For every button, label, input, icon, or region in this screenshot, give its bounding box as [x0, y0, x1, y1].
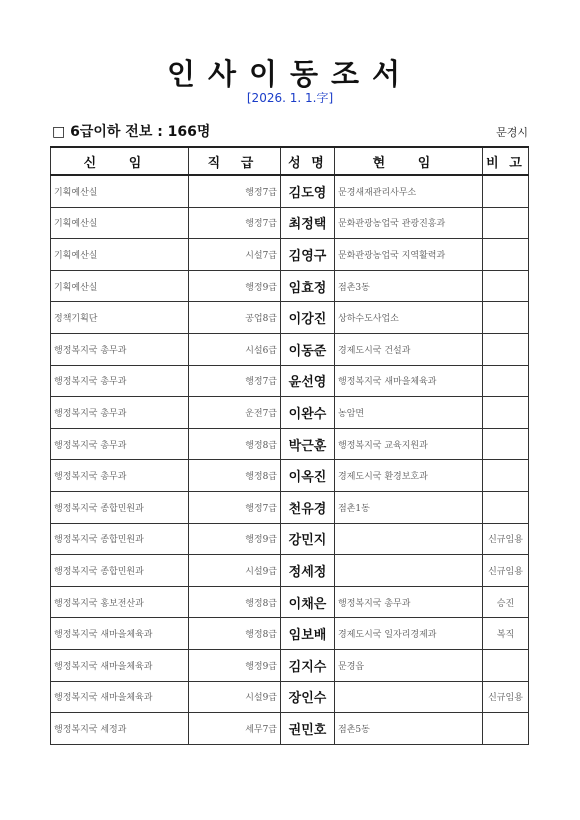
- grade-cell: 행정7급: [189, 175, 281, 207]
- header-grade: 직 급: [189, 147, 281, 175]
- new-post-cell: 행정복지국 세정과: [51, 713, 189, 745]
- current-post-cell: 경제도시국 환경보호과: [335, 460, 483, 492]
- grade-cell: 행정8급: [189, 618, 281, 650]
- name-cell: 최정택: [281, 207, 335, 239]
- table-row: [51, 460, 529, 492]
- section-heading: □ 6급이하 전보 : 166명: [52, 124, 211, 140]
- grade-cell: 시설9급: [189, 681, 281, 713]
- table-row: [51, 333, 529, 365]
- current-post-cell: 상하수도사업소: [335, 302, 483, 334]
- grade-cell: 행정9급: [189, 523, 281, 555]
- current-post-cell: [335, 681, 483, 713]
- remarks-cell: [483, 207, 529, 239]
- grade-cell: 행정8급: [189, 460, 281, 492]
- new-post-cell: 행정복지국 총무과: [51, 397, 189, 429]
- remarks-cell: [483, 302, 529, 334]
- current-post-cell: 문화관광농업국 지역활력과: [335, 239, 483, 271]
- grade-cell: 공업8급: [189, 302, 281, 334]
- current-post-cell: [335, 523, 483, 555]
- remarks-cell: [483, 460, 529, 492]
- new-post-cell: 기획예산실: [51, 175, 189, 207]
- table-row: [51, 239, 529, 271]
- name-cell: 이강진: [281, 302, 335, 334]
- issuer-city: 문경시: [496, 126, 528, 139]
- remarks-cell: [483, 239, 529, 271]
- remarks-cell: 신규임용: [483, 681, 529, 713]
- new-post-cell: 행정복지국 총무과: [51, 365, 189, 397]
- new-post-cell: 기획예산실: [51, 207, 189, 239]
- new-post-cell: 행정복지국 홍보전산과: [51, 586, 189, 618]
- current-post-cell: 문경새재관리사무소: [335, 175, 483, 207]
- new-post-cell: 행정복지국 새마을체육과: [51, 649, 189, 681]
- table-row: [51, 397, 529, 429]
- new-post-cell: 행정복지국 종합민원과: [51, 555, 189, 587]
- name-cell: 권민호: [281, 713, 335, 745]
- table-row: [51, 207, 529, 239]
- table-row: [51, 175, 529, 207]
- current-post-cell: 경제도시국 건설과: [335, 333, 483, 365]
- name-cell: 임보배: [281, 618, 335, 650]
- table-row: [51, 523, 529, 555]
- table-row: [51, 649, 529, 681]
- header-name: 성 명: [281, 147, 335, 175]
- name-cell: 김지수: [281, 649, 335, 681]
- header-new-post: 신 임: [51, 147, 189, 175]
- current-post-cell: 점촌3동: [335, 270, 483, 302]
- new-post-cell: 행정복지국 종합민원과: [51, 491, 189, 523]
- new-post-cell: 행정복지국 종합민원과: [51, 523, 189, 555]
- table-row: [51, 365, 529, 397]
- name-cell: 윤선영: [281, 365, 335, 397]
- grade-cell: 행정7급: [189, 491, 281, 523]
- remarks-cell: [483, 270, 529, 302]
- current-post-cell: 행정복지국 총무과: [335, 586, 483, 618]
- table-row: [51, 555, 529, 587]
- grade-cell: 운전7급: [189, 397, 281, 429]
- grade-cell: 행정8급: [189, 586, 281, 618]
- grade-cell: 행정7급: [189, 207, 281, 239]
- grade-cell: 행정8급: [189, 428, 281, 460]
- personnel-table: [50, 146, 529, 745]
- remarks-cell: 신규임용: [483, 523, 529, 555]
- new-post-cell: 행정복지국 새마을체육과: [51, 618, 189, 650]
- remarks-cell: [483, 491, 529, 523]
- remarks-cell: 승진: [483, 586, 529, 618]
- remarks-cell: [483, 397, 529, 429]
- current-post-cell: 문경읍: [335, 649, 483, 681]
- name-cell: 정세정: [281, 555, 335, 587]
- new-post-cell: 행정복지국 총무과: [51, 460, 189, 492]
- table-row: [51, 586, 529, 618]
- current-post-cell: 행정복지국 새마을체육과: [335, 365, 483, 397]
- table-row: [51, 618, 529, 650]
- name-cell: 김도영: [281, 175, 335, 207]
- header-remarks: 비 고: [483, 147, 529, 175]
- current-post-cell: 문화관광농업국 관광진흥과: [335, 207, 483, 239]
- grade-cell: 행정9급: [189, 270, 281, 302]
- name-cell: 김영구: [281, 239, 335, 271]
- new-post-cell: 기획예산실: [51, 270, 189, 302]
- grade-cell: 시설7급: [189, 239, 281, 271]
- remarks-cell: [483, 175, 529, 207]
- table-row: [51, 302, 529, 334]
- new-post-cell: 행정복지국 새마을체육과: [51, 681, 189, 713]
- name-cell: 이옥진: [281, 460, 335, 492]
- current-post-cell: 농암면: [335, 397, 483, 429]
- table-body: [51, 175, 529, 744]
- remarks-cell: [483, 649, 529, 681]
- table-row: [51, 491, 529, 523]
- table-row: [51, 270, 529, 302]
- effective-date: [2026. 1. 1.字]: [246, 91, 334, 105]
- table-row: [51, 713, 529, 745]
- table-header-row: [51, 147, 529, 175]
- grade-cell: 행정7급: [189, 365, 281, 397]
- grade-cell: 시설9급: [189, 555, 281, 587]
- name-cell: 이완수: [281, 397, 335, 429]
- table-row: [51, 428, 529, 460]
- name-cell: 천유경: [281, 491, 335, 523]
- new-post-cell: 행정복지국 총무과: [51, 333, 189, 365]
- remarks-cell: 신규임용: [483, 555, 529, 587]
- grade-cell: 시설6급: [189, 333, 281, 365]
- header-current-post: 현 임: [335, 147, 483, 175]
- current-post-cell: [335, 555, 483, 587]
- name-cell: 강민지: [281, 523, 335, 555]
- new-post-cell: 행정복지국 총무과: [51, 428, 189, 460]
- remarks-cell: [483, 713, 529, 745]
- remarks-cell: 복직: [483, 618, 529, 650]
- grade-cell: 행정9급: [189, 649, 281, 681]
- name-cell: 이동준: [281, 333, 335, 365]
- current-post-cell: 점촌1동: [335, 491, 483, 523]
- current-post-cell: 경제도시국 일자리경제과: [335, 618, 483, 650]
- table-row: [51, 681, 529, 713]
- new-post-cell: 정책기획단: [51, 302, 189, 334]
- grade-cell: 세무7급: [189, 713, 281, 745]
- name-cell: 이채은: [281, 586, 335, 618]
- remarks-cell: [483, 365, 529, 397]
- new-post-cell: 기획예산실: [51, 239, 189, 271]
- name-cell: 박근훈: [281, 428, 335, 460]
- name-cell: 장인수: [281, 681, 335, 713]
- document-title: 인사이동조서: [166, 57, 414, 91]
- current-post-cell: 행정복지국 교육지원과: [335, 428, 483, 460]
- remarks-cell: [483, 333, 529, 365]
- current-post-cell: 점촌5동: [335, 713, 483, 745]
- remarks-cell: [483, 428, 529, 460]
- name-cell: 임효정: [281, 270, 335, 302]
